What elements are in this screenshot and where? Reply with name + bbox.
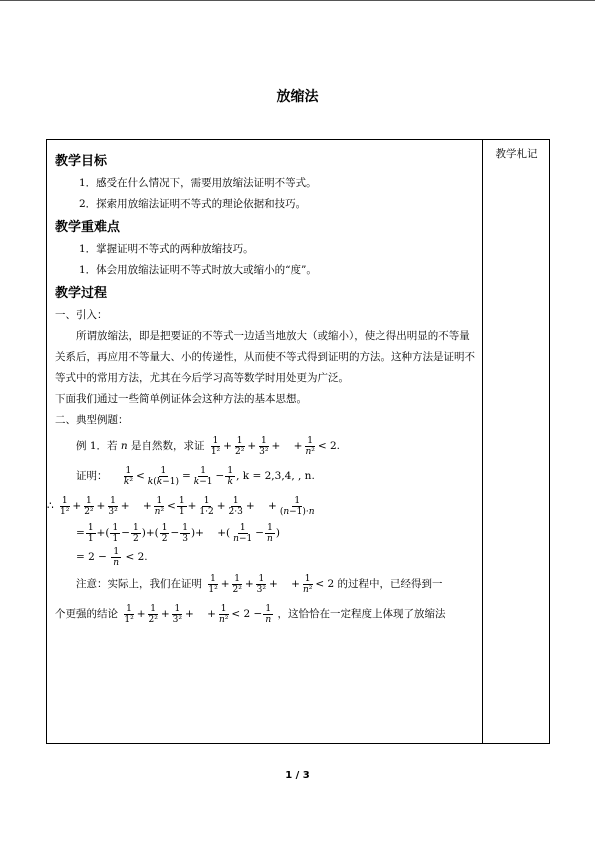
note-line2-prefix: 个更强的结论 xyxy=(55,608,118,620)
page-title: 放缩法 xyxy=(276,89,319,105)
example-1-inequality: $\frac{1}{\text{1²}}$ + $\frac{1}{\text{2²}}$ + $\frac{1}{\text{3²}}$ + + $\frac{1}{\text{n²}}$ < 2. xyxy=(210,435,340,457)
result-prefix: = 2 − xyxy=(76,551,107,563)
keypoints-heading: 教学重难点 xyxy=(55,220,121,235)
note-stronger-inequality: $\frac{1}{\text{1²}}$ + $\frac{1}{\text{2²}}$ + $\frac{1}{\text{3²}}$ + + $\frac{1}{\text{n²}}$ < 2 − $\frac{1}{n}$ xyxy=(124,603,272,625)
telescoping-expression: = $\frac{1}{1}$ +( $\frac{1}{1}$ − $\frac{1}{2}$ )+( $\frac{1}{2}$ − $\frac{1}{3}$ )+ +( $\frac{1}{n-1}$ − $\frac{1}{n}$ ) xyxy=(76,522,280,544)
example-1-statement xyxy=(55,431,475,461)
lesson-content xyxy=(47,149,475,629)
note-line-2 xyxy=(55,599,475,629)
examples-label: 二、典型例题： xyxy=(55,414,129,426)
notes-column-header: 教学札记 xyxy=(495,148,538,160)
keypoint-item-2: 1．体会用放缩法证明不等式时放大或缩小的“度”。 xyxy=(79,264,317,276)
therefore-line xyxy=(47,491,475,521)
result-line xyxy=(55,545,475,569)
lesson-table xyxy=(46,139,550,744)
process-heading: 教学过程 xyxy=(55,286,108,301)
example-1-prefix: 例 1．若 xyxy=(76,440,118,452)
therefore-symbol: ∴ xyxy=(47,500,54,512)
example-1-variable: n xyxy=(120,440,128,452)
intro-followup: 下面我们通过一些简单例证体会这种方法的基本思想。 xyxy=(55,393,307,405)
intro-paragraph: 所谓放缩法，即是把要证的不等式一边适当地放大（或缩小），使之得出明显的不等量关系后，再应用不等量大、小的传递性，从而使不等式得到证明的方法。这种方法是证明不等式中的常用方法，尤其在今后学习高等数学时用处更为广泛。 xyxy=(55,330,475,384)
note-inequality: $\frac{1}{\text{1²}}$ + $\frac{1}{\text{2²}}$ + $\frac{1}{\text{3²}}$ + + $\frac{1}{\text{n²}}$ < 2 xyxy=(208,573,335,595)
goal-item-2: 2．探索用放缩法证明不等式的理论依据和技巧。 xyxy=(79,198,307,210)
note-mid: 的过程中，已经得到一 xyxy=(337,578,443,590)
note-line2-tail: ，这恰恰在一定程度上体现了放缩法 xyxy=(277,608,446,620)
column-divider xyxy=(482,140,483,743)
proof-inequality: $\frac{1}{\text{k²}}$ < $\frac{1}{k(k-1)}$ = $\frac{1}{k-1}$ − $\frac{1}{k}$ , xyxy=(123,465,240,487)
proof-line xyxy=(55,461,475,491)
keypoint-item-1: 1．掌握证明不等式的两种放缩技巧。 xyxy=(79,243,254,255)
page-top-rule xyxy=(0,0,595,1)
therefore-expression: $\frac{1}{\text{1²}}$ + $\frac{1}{\text{2²}}$ + $\frac{1}{\text{3²}}$ + + $\frac{1}{\text{n²}}$ < $\frac{1}{1}$ + $\frac{1}{1\cdot 2}$ + $\frac{1}{2\cdot 3}$ + + $\frac{1}{(n-1)\cdot n}$ xyxy=(60,495,315,517)
note-line-1 xyxy=(55,569,475,599)
goals-heading: 教学目标 xyxy=(55,154,108,169)
proof-label: 证明： xyxy=(76,470,108,482)
telescoping-line xyxy=(55,521,475,545)
proof-k-range: k = 2,3,4, , n. xyxy=(242,470,315,482)
goal-item-1: 1．感受在什么情况下，需要用放缩法证明不等式。 xyxy=(79,177,317,189)
intro-label: 一、引入： xyxy=(55,309,108,321)
result-tail: < 2. xyxy=(125,551,148,563)
note-prefix: 注意：实际上，我们在证明 xyxy=(76,578,202,590)
result-fraction: $\frac{1}{n}$ xyxy=(113,546,120,568)
page-number: 1 / 3 xyxy=(285,770,310,781)
example-1-mid: 是自然数，求证 xyxy=(130,440,205,452)
